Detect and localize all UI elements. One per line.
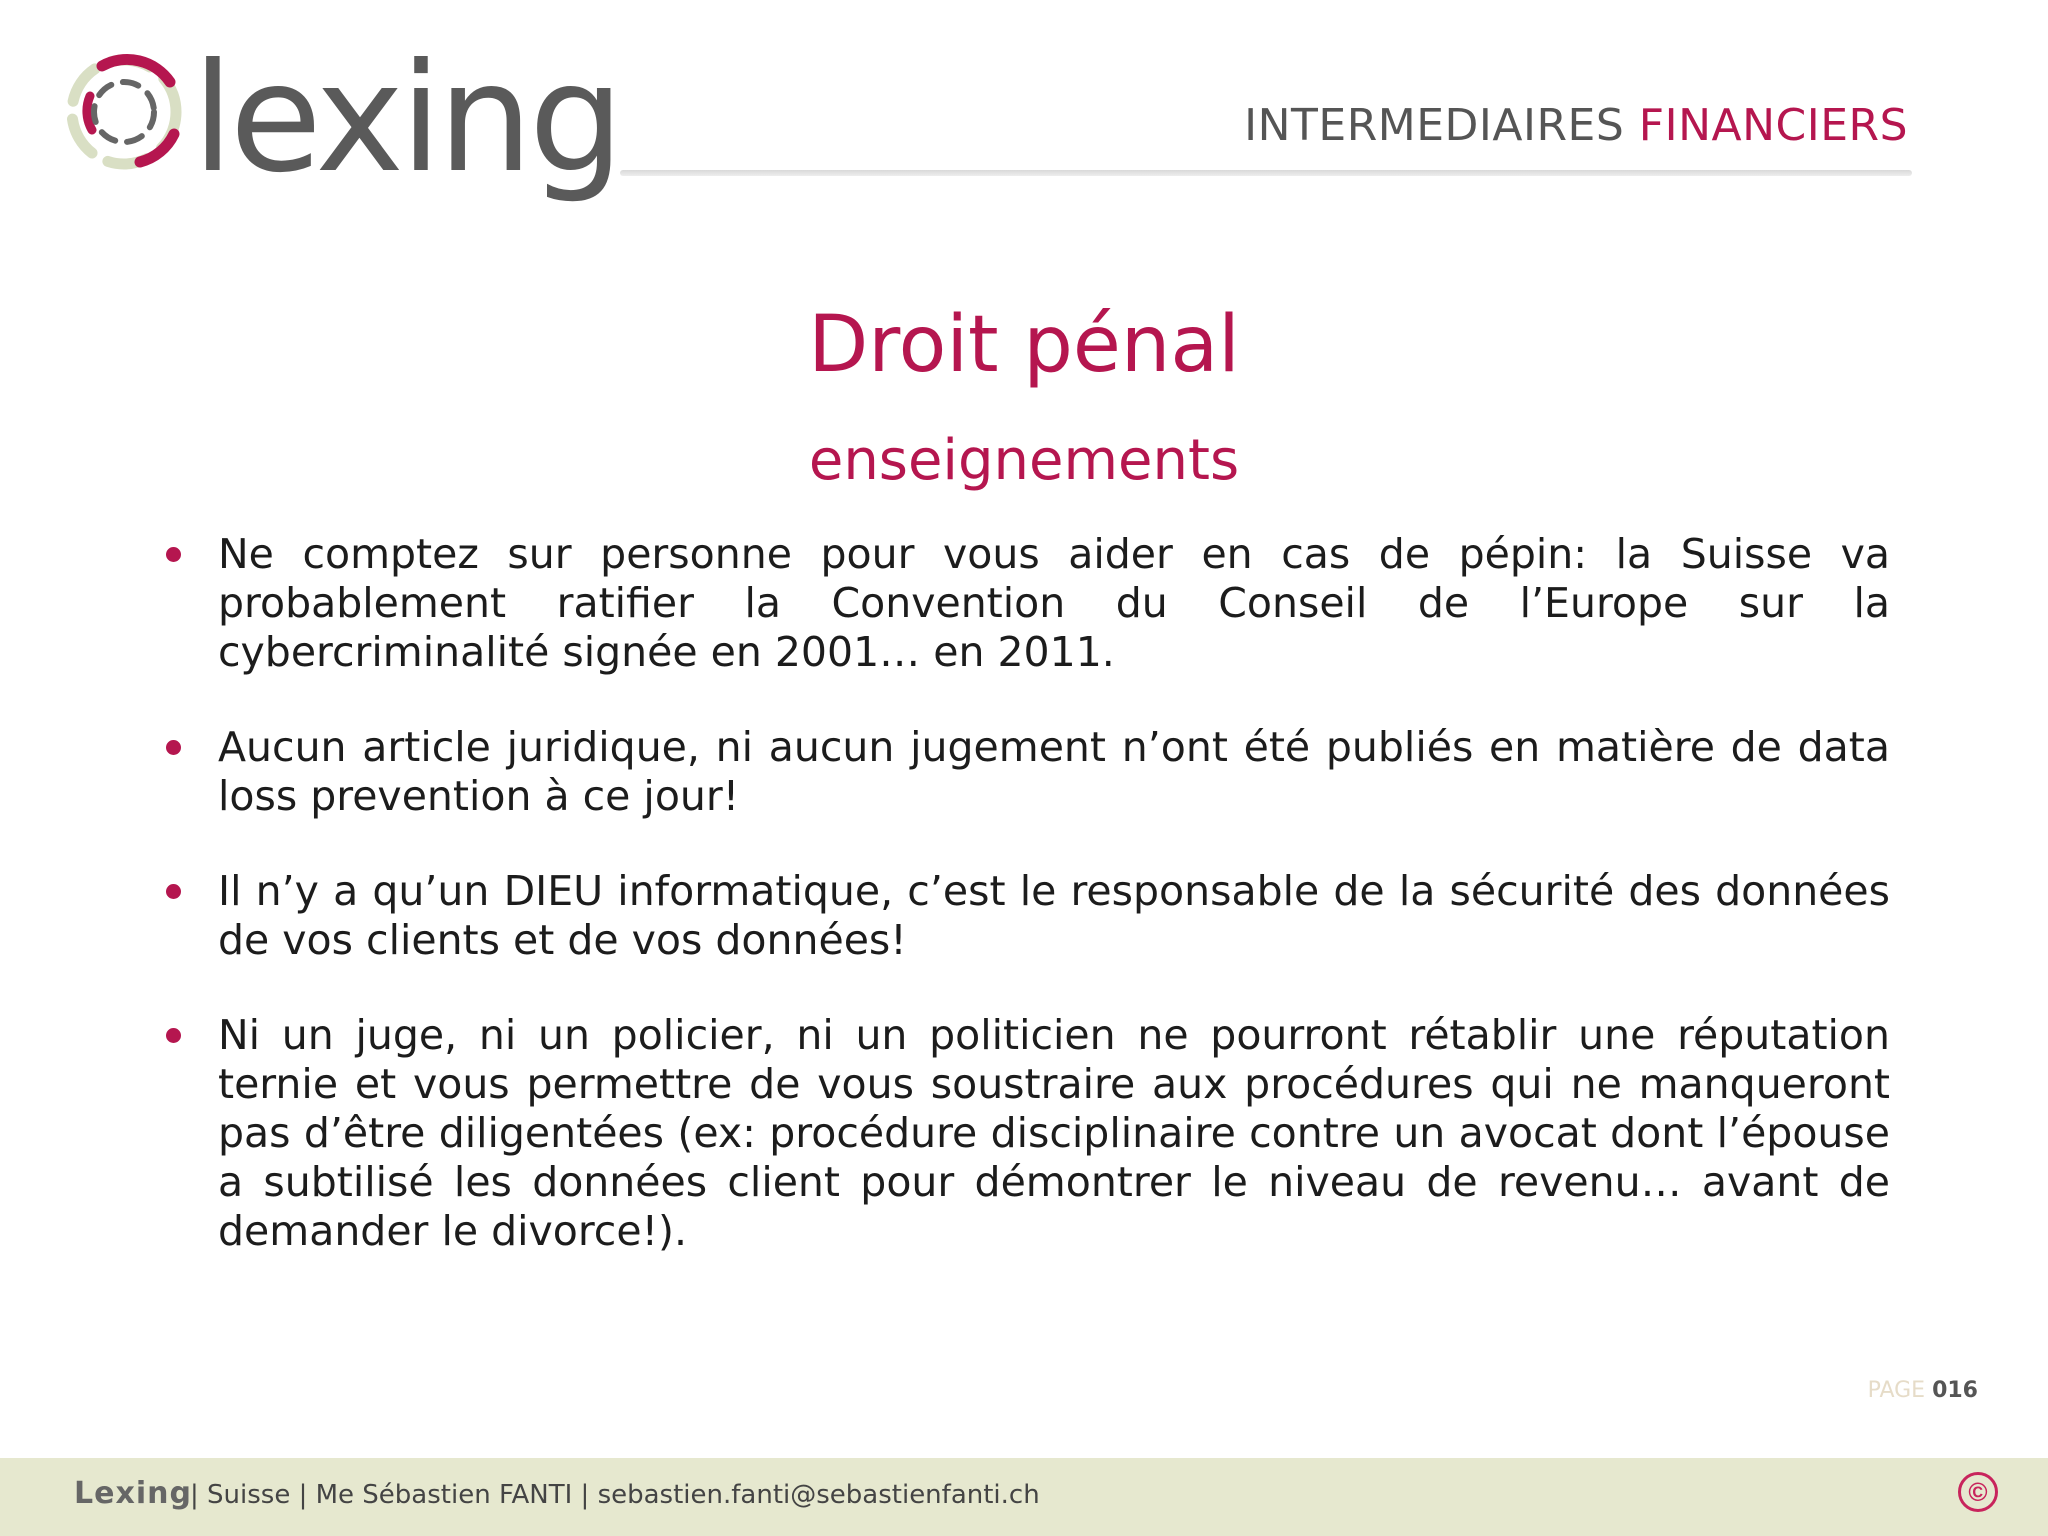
section-title <box>1244 100 1908 151</box>
slide-subtitle: enseignements <box>808 428 1240 493</box>
lexing-logo <box>62 22 622 272</box>
slide-title: Droit pénal <box>808 300 1240 390</box>
footer-bar <box>0 1458 2048 1536</box>
bullet-item <box>160 1011 1890 1256</box>
copyright-icon: © <box>1958 1472 1998 1512</box>
dot-bullet-icon <box>166 884 181 899</box>
section-title-part1: INTERMEDIAIRES <box>1244 100 1625 151</box>
logo-wordmark: lexing <box>192 32 621 206</box>
bullet-item <box>160 723 1890 821</box>
dot-bullet-icon <box>166 547 181 562</box>
dot-bullet-icon <box>166 740 181 755</box>
page-number <box>1868 1378 1978 1403</box>
bullet-list <box>160 530 1890 1302</box>
circular-arcs-logo-icon <box>72 59 176 164</box>
bullet-text: Aucun article juridique, ni aucun jugement n’ont été publiés en matière de data loss prevention à ce jour! <box>218 723 1890 820</box>
dot-bullet-icon <box>166 1028 181 1043</box>
bullet-item <box>160 867 1890 965</box>
footer-brand: Lexing <box>74 1476 192 1511</box>
section-title-part2: FINANCIERS <box>1638 100 1908 151</box>
bullet-item <box>160 530 1890 677</box>
page-value: 016 <box>1932 1378 1978 1403</box>
bullet-text: Ni un juge, ni un policier, ni un politicien ne pourront rétablir une réputation ternie et vous permettre de vous soustraire aux procédures qui ne manqueront pas d’être diligentées (ex: procédure disciplinaire contre un avocat dont l’épouse a subtilisé les données client pour démontrer le niveau de revenu… avant de demander le divorce!). <box>218 1011 1890 1255</box>
footer-contact: | Suisse | Me Sébastien FANTI | sebastien.fanti@sebastienfanti.ch <box>190 1480 1040 1510</box>
bullet-text: Ne comptez sur personne pour vous aider en cas de pépin: la Suisse va probablement ratifier la Convention du Conseil de l’Europe sur la cybercriminalité signée en 2001… en 2011. <box>218 530 1890 676</box>
header-divider <box>620 170 1912 176</box>
page-label: PAGE <box>1867 1378 1926 1403</box>
bullet-text: Il n’y a qu’un DIEU informatique, c’est le responsable de la sécurité des données de vos clients et de vos données! <box>218 867 1890 964</box>
